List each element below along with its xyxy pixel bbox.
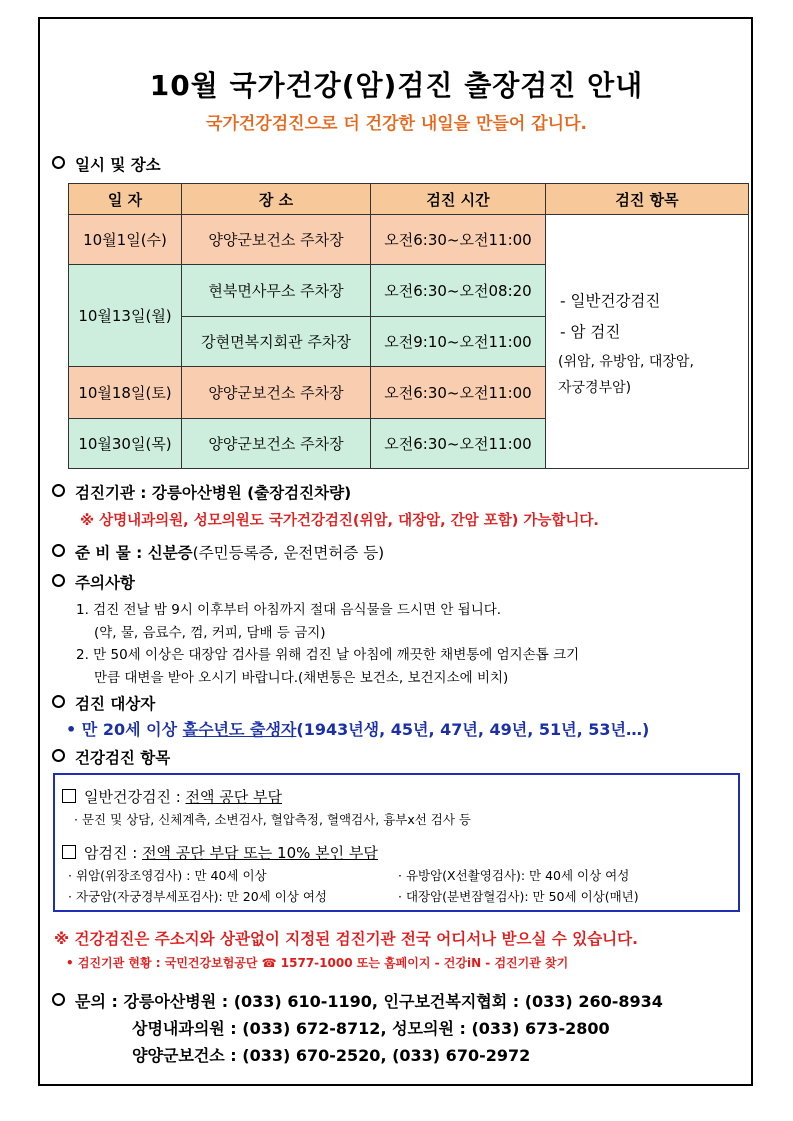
cancer-colon: · 대장암(분변잠혈검사): 만 50세 이상(매년): [398, 889, 639, 904]
circle-bullet-icon: [52, 156, 65, 169]
items-cell: [546, 215, 749, 469]
circle-bullet-icon: [52, 695, 65, 708]
header-time: 검진 시간: [371, 184, 546, 215]
row-time: 오전6:30~오전08:20: [371, 265, 546, 317]
row-date: 10월1일(수): [69, 215, 182, 265]
item-cancer-types: (위암, 유방암, 대장암,: [558, 354, 694, 370]
checkbox-icon: [62, 789, 76, 803]
item-cancer: - 암 검진: [560, 323, 621, 341]
cancer-breast: · 유방암(X선촬영검사): 만 40세 이상 여성: [398, 868, 630, 883]
schedule-table: [68, 183, 749, 469]
section-prep: 준 비 물 : 신분증(주민등록증, 운전면허증 등): [52, 541, 384, 563]
row-time: 오전6:30~오전11:00: [371, 367, 546, 419]
contact-line-3: 양양군보건소 : (033) 670-2520, (033) 670-2972: [132, 1046, 531, 1065]
circle-bullet-icon: [52, 993, 65, 1006]
row-time: 오전6:30~오전11:00: [371, 419, 546, 469]
general-checkup-row: 일반건강검진 : 전액 공단 부담: [62, 786, 282, 807]
section-target: 검진 대상자: [52, 692, 155, 714]
cancer-checkup-row: 암검진 : 전액 공단 부담 또는 10% 본인 부담: [62, 842, 378, 863]
row-date: 10월13일(월): [69, 265, 182, 367]
circle-bullet-icon: [52, 544, 65, 557]
row-date: 10월18일(토): [69, 367, 182, 419]
caution-2: 2. 만 50세 이상은 대장암 검사를 위해 검진 날 아침에 깨끗한 채변통에 엄지손톱 크기: [76, 647, 580, 663]
page-title: 10월 국가건강(암)검진 출장검진 안내: [149, 69, 644, 102]
cancer-stomach: · 위암(위장조영검사) : 만 40세 이상: [68, 868, 267, 883]
cancer-cervical: · 자궁암(자궁경부세포검사): 만 20세 이상 여성: [68, 889, 327, 904]
row-time: 오전6:30~오전11:00: [371, 215, 546, 265]
header-items: 검진 항목: [546, 184, 749, 215]
caution-1-detail: (약, 물, 음료수, 껌, 커피, 담배 등 금지): [94, 625, 326, 641]
contact-line-1: 문의 : 강릉아산병원 : (033) 610-1190, 인구보건복지협회 : (033) 260-8934: [52, 989, 663, 1012]
section-institution: 검진기관 : 강릉아산병원 (출장검진차량): [52, 481, 351, 503]
circle-bullet-icon: [52, 574, 65, 587]
item-cancer-types-2: 자궁경부암): [558, 380, 632, 396]
page-subtitle: 국가건강검진으로 더 건강한 내일을 만들어 갑니다.: [206, 114, 587, 134]
checkbox-icon: [62, 845, 76, 859]
section-schedule: 일시 및 장소: [52, 153, 161, 175]
row-place: 양양군보건소 주차장: [182, 215, 371, 265]
general-checkup-detail: · 문진 및 상담, 신체계측, 소변검사, 혈압측정, 혈액검사, 흉부x선 검사 등: [74, 812, 471, 827]
section-cautions: 주의사항: [52, 571, 135, 593]
row-time: 오전9:10~오전11:00: [371, 317, 546, 367]
row-place: 강현면복지회관 주차장: [182, 317, 371, 367]
caution-2-detail: 만큼 대변을 받아 오시기 바랍니다.(채변통은 보건소, 보건지소에 비치): [94, 670, 509, 686]
institution-note: ※ 상명내과의원, 성모의원도 국가건강검진(위암, 대장암, 간암 포함) 가능합니다.: [80, 513, 599, 529]
notice: ※ 건강검진은 주소지와 상관없이 지정된 검진기관 전국 어디서나 받으실 수 있습니다.: [54, 930, 639, 948]
header-date: 일 자: [69, 184, 182, 215]
row-date: 10월30일(목): [69, 419, 182, 469]
row-place: 현북면사무소 주차장: [182, 265, 371, 317]
header-place: 장 소: [182, 184, 371, 215]
section-items: 건강검진 항목: [52, 746, 170, 768]
circle-bullet-icon: [52, 749, 65, 762]
caution-1: 1. 검진 전날 밤 9시 이후부터 아침까지 절대 음식물을 드시면 안 됩니다.: [76, 602, 502, 618]
row-place: 양양군보건소 주차장: [182, 419, 371, 469]
circle-bullet-icon: [52, 484, 65, 497]
item-general: - 일반건강검진: [560, 292, 661, 310]
target-detail: • 만 20세 이상 홀수년도 출생자(1943년생, 45년, 47년, 49년, 51년, 53년…): [66, 720, 650, 739]
row-place: 양양군보건소 주차장: [182, 367, 371, 419]
contact-line-2: 상명내과의원 : (033) 672-8712, 성모의원 : (033) 673-2800: [132, 1019, 610, 1038]
notice-sub: • 검진기관 현황 : 국민건강보험공단 ☎ 1577-1000 또는 홈페이지 - 건강iN - 검진기관 찾기: [66, 956, 569, 970]
